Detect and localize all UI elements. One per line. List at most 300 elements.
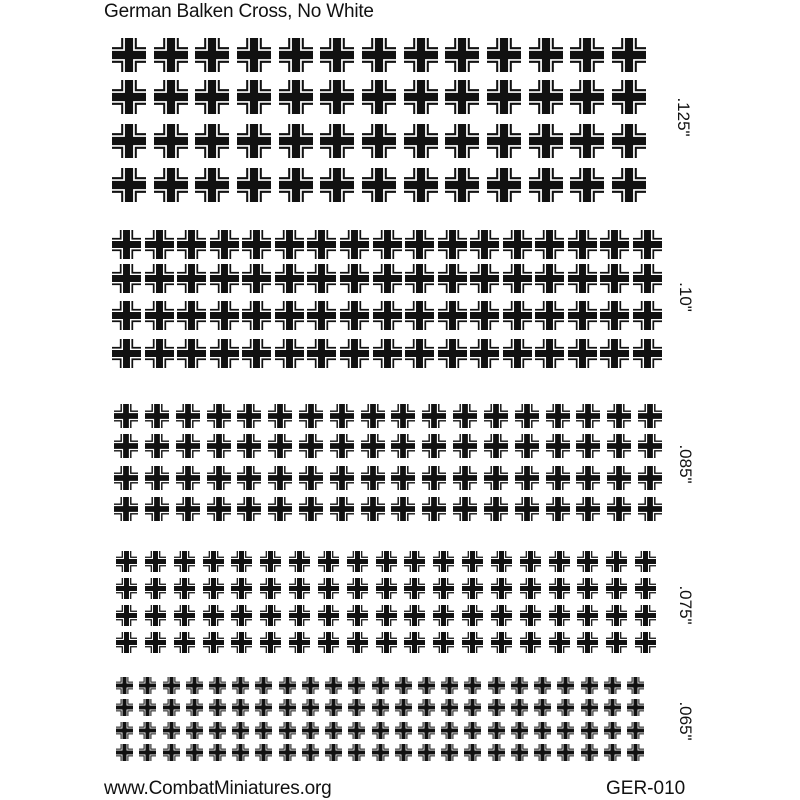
balken-cross-icon (484, 466, 508, 490)
balken-cross-icon (464, 722, 481, 739)
balken-cross-icon (607, 434, 631, 458)
balken-cross-icon (373, 301, 402, 330)
balken-cross-icon (404, 605, 425, 626)
balken-cross-icon (299, 404, 323, 428)
balken-cross-icon (268, 404, 292, 428)
balken-cross-icon (391, 466, 415, 490)
balken-cross-icon (422, 497, 446, 521)
balken-cross-icon (633, 264, 662, 293)
balken-cross-icon (470, 230, 499, 259)
balken-cross-icon (302, 744, 319, 761)
balken-cross-icon (145, 301, 174, 330)
balken-cross-icon (163, 677, 180, 694)
balken-cross-icon (260, 551, 281, 572)
balken-cross-icon (372, 744, 389, 761)
balken-cross-icon (462, 551, 483, 572)
balken-cross-icon (438, 230, 467, 259)
balken-cross-icon (488, 722, 505, 739)
balken-cross-icon (307, 230, 336, 259)
balken-cross-icon (535, 339, 564, 368)
balken-cross-icon (154, 124, 188, 158)
balken-cross-icon (195, 38, 229, 72)
balken-cross-icon (207, 466, 231, 490)
balken-cross-icon (112, 301, 141, 330)
balken-cross-icon (139, 744, 156, 761)
balken-cross-icon (237, 80, 271, 114)
balken-cross-icon (418, 699, 435, 716)
balken-cross-icon (237, 434, 261, 458)
balken-cross-icon (279, 677, 296, 694)
size-label-10: .10" (676, 282, 695, 312)
balken-cross-icon (418, 744, 435, 761)
size-label-065: .065" (676, 701, 695, 741)
balken-cross-icon (433, 632, 454, 653)
balken-cross-icon (279, 38, 313, 72)
balken-cross-icon (209, 722, 226, 739)
balken-cross-icon (116, 677, 133, 694)
balken-cross-icon (604, 744, 621, 761)
balken-cross-icon (207, 497, 231, 521)
balken-cross-icon (395, 699, 412, 716)
balken-cross-icon (453, 497, 477, 521)
balken-cross-icon (231, 632, 252, 653)
balken-cross-icon (362, 168, 396, 202)
balken-cross-icon (318, 551, 339, 572)
balken-cross-icon (491, 605, 512, 626)
balken-cross-icon (116, 578, 137, 599)
balken-cross-icon (391, 497, 415, 521)
balken-cross-icon (209, 699, 226, 716)
balken-cross-icon (325, 722, 342, 739)
balken-cross-icon (237, 404, 261, 428)
balken-cross-icon (638, 434, 662, 458)
balken-cross-icon (484, 434, 508, 458)
balken-cross-icon (607, 497, 631, 521)
balken-cross-icon (487, 80, 521, 114)
balken-cross-icon (176, 497, 200, 521)
balken-cross-icon (534, 744, 551, 761)
balken-cross-icon (404, 80, 438, 114)
balken-cross-icon (112, 124, 146, 158)
balken-cross-icon (330, 466, 354, 490)
balken-cross-icon (462, 578, 483, 599)
balken-cross-icon (438, 301, 467, 330)
balken-cross-icon (112, 230, 141, 259)
balken-cross-icon (231, 578, 252, 599)
balken-cross-icon (464, 699, 481, 716)
balken-cross-icon (581, 722, 598, 739)
balken-cross-icon (289, 605, 310, 626)
balken-cross-icon (464, 744, 481, 761)
balken-cross-icon (299, 434, 323, 458)
balken-cross-icon (568, 339, 597, 368)
balken-cross-icon (347, 632, 368, 653)
balken-cross-icon (112, 80, 146, 114)
balken-cross-icon (404, 551, 425, 572)
balken-cross-icon (404, 124, 438, 158)
balken-cross-icon (503, 230, 532, 259)
balken-cross-icon (163, 699, 180, 716)
size-label-075: .075" (676, 585, 695, 625)
balken-cross-icon (570, 168, 604, 202)
balken-cross-icon (114, 497, 138, 521)
balken-cross-icon (340, 230, 369, 259)
balken-cross-icon (177, 264, 206, 293)
balken-cross-icon (268, 466, 292, 490)
balken-cross-icon (581, 744, 598, 761)
balken-cross-icon (607, 404, 631, 428)
balken-cross-icon (203, 632, 224, 653)
balken-cross-icon (433, 605, 454, 626)
balken-cross-icon (557, 699, 574, 716)
balken-cross-icon (600, 230, 629, 259)
balken-cross-icon (405, 339, 434, 368)
balken-cross-icon (242, 230, 271, 259)
balken-cross-icon (116, 699, 133, 716)
balken-cross-icon (177, 230, 206, 259)
balken-cross-icon (154, 80, 188, 114)
balken-cross-icon (557, 677, 574, 694)
balken-cross-icon (275, 230, 304, 259)
size-label-125: .125" (674, 97, 693, 137)
balken-cross-icon (203, 578, 224, 599)
size-label-085: .085" (676, 444, 695, 484)
balken-cross-icon (330, 404, 354, 428)
balken-cross-icon (174, 632, 195, 653)
balken-cross-icon (302, 722, 319, 739)
balken-cross-icon (372, 677, 389, 694)
balken-cross-icon (145, 434, 169, 458)
balken-cross-icon (635, 578, 656, 599)
balken-cross-icon (577, 605, 598, 626)
sheet-title: German Balken Cross, No White (104, 1, 374, 22)
balken-cross-icon (163, 722, 180, 739)
balken-cross-icon (279, 744, 296, 761)
balken-cross-icon (260, 632, 281, 653)
balken-cross-icon (462, 632, 483, 653)
balken-cross-icon (546, 466, 570, 490)
balken-cross-icon (570, 124, 604, 158)
balken-cross-icon (372, 722, 389, 739)
balken-cross-icon (114, 434, 138, 458)
balken-cross-icon (210, 339, 239, 368)
balken-cross-icon (348, 677, 365, 694)
balken-cross-icon (576, 497, 600, 521)
balken-cross-icon (568, 230, 597, 259)
balken-cross-icon (529, 168, 563, 202)
balken-cross-icon (441, 699, 458, 716)
balken-cross-icon (347, 578, 368, 599)
balken-cross-icon (520, 605, 541, 626)
balken-cross-icon (279, 124, 313, 158)
balken-cross-icon (209, 744, 226, 761)
balken-cross-icon (488, 744, 505, 761)
balken-cross-icon (186, 699, 203, 716)
balken-cross-icon (633, 230, 662, 259)
balken-cross-icon (210, 230, 239, 259)
balken-cross-icon (116, 722, 133, 739)
balken-cross-icon (176, 404, 200, 428)
balken-cross-icon (279, 80, 313, 114)
balken-cross-icon (242, 339, 271, 368)
balken-cross-icon (347, 605, 368, 626)
balken-cross-icon (330, 497, 354, 521)
balken-cross-icon (627, 744, 644, 761)
balken-cross-icon (515, 497, 539, 521)
balken-cross-icon (145, 632, 166, 653)
balken-cross-icon (186, 722, 203, 739)
balken-cross-icon (177, 339, 206, 368)
balken-cross-icon (638, 466, 662, 490)
balken-cross-icon (260, 578, 281, 599)
balken-cross-icon (210, 264, 239, 293)
balken-cross-icon (112, 264, 141, 293)
balken-cross-icon (145, 551, 166, 572)
balken-cross-icon (174, 578, 195, 599)
balken-cross-icon (418, 677, 435, 694)
balken-cross-icon (348, 699, 365, 716)
balken-cross-icon (534, 699, 551, 716)
balken-cross-icon (186, 677, 203, 694)
balken-cross-icon (638, 497, 662, 521)
balken-cross-icon (633, 339, 662, 368)
balken-cross-icon (376, 632, 397, 653)
balken-cross-icon (635, 605, 656, 626)
balken-cross-icon (570, 38, 604, 72)
balken-cross-icon (470, 264, 499, 293)
balken-cross-icon (606, 632, 627, 653)
balken-cross-icon (635, 551, 656, 572)
balken-cross-icon (445, 168, 479, 202)
balken-cross-icon (340, 339, 369, 368)
balken-cross-icon (607, 466, 631, 490)
balken-cross-icon (511, 722, 528, 739)
balken-cross-icon (195, 168, 229, 202)
balken-cross-icon (568, 301, 597, 330)
balken-cross-icon (279, 168, 313, 202)
balken-cross-icon (373, 230, 402, 259)
balken-cross-icon (422, 434, 446, 458)
balken-cross-icon (577, 578, 598, 599)
balken-cross-icon (395, 677, 412, 694)
balken-cross-icon (453, 466, 477, 490)
balken-cross-icon (484, 404, 508, 428)
balken-cross-icon (405, 230, 434, 259)
balken-cross-icon (255, 677, 272, 694)
balken-cross-icon (606, 551, 627, 572)
balken-cross-icon (289, 632, 310, 653)
balken-cross-icon (232, 744, 249, 761)
balken-cross-icon (348, 722, 365, 739)
balken-cross-icon (503, 339, 532, 368)
balken-cross-icon (546, 404, 570, 428)
balken-cross-icon (176, 466, 200, 490)
balken-cross-icon (577, 632, 598, 653)
balken-cross-icon (195, 124, 229, 158)
balken-cross-icon (612, 168, 646, 202)
balken-cross-icon (320, 80, 354, 114)
balken-cross-icon (491, 551, 512, 572)
balken-cross-icon (604, 699, 621, 716)
balken-cross-icon (557, 722, 574, 739)
balken-cross-icon (145, 404, 169, 428)
balken-cross-icon (139, 699, 156, 716)
balken-cross-icon (470, 301, 499, 330)
balken-cross-icon (433, 578, 454, 599)
balken-cross-icon (145, 230, 174, 259)
balken-cross-icon (373, 264, 402, 293)
balken-cross-icon (484, 497, 508, 521)
balken-cross-icon (570, 80, 604, 114)
balken-cross-icon (289, 578, 310, 599)
balken-cross-icon (391, 434, 415, 458)
balken-cross-icon (145, 466, 169, 490)
balken-cross-icon (231, 605, 252, 626)
balken-cross-icon (546, 497, 570, 521)
balken-cross-icon (487, 124, 521, 158)
balken-cross-icon (307, 264, 336, 293)
balken-cross-icon (112, 339, 141, 368)
balken-cross-icon (491, 632, 512, 653)
balken-cross-icon (237, 466, 261, 490)
balken-cross-icon (318, 605, 339, 626)
balken-cross-icon (302, 677, 319, 694)
balken-cross-icon (549, 551, 570, 572)
balken-cross-icon (557, 744, 574, 761)
balken-cross-icon (372, 699, 389, 716)
balken-cross-icon (139, 722, 156, 739)
balken-cross-icon (635, 632, 656, 653)
balken-cross-icon (232, 722, 249, 739)
balken-cross-icon (441, 677, 458, 694)
balken-cross-icon (145, 605, 166, 626)
balken-cross-icon (373, 339, 402, 368)
balken-cross-icon (116, 632, 137, 653)
balken-cross-icon (325, 699, 342, 716)
balken-cross-icon (255, 722, 272, 739)
balken-cross-icon (576, 434, 600, 458)
balken-cross-icon (515, 466, 539, 490)
balken-cross-icon (487, 168, 521, 202)
balken-cross-icon (318, 632, 339, 653)
balken-cross-icon (203, 551, 224, 572)
balken-cross-icon (154, 38, 188, 72)
balken-cross-icon (112, 38, 146, 72)
balken-cross-icon (320, 124, 354, 158)
balken-cross-icon (606, 605, 627, 626)
balken-cross-icon (255, 699, 272, 716)
balken-cross-icon (145, 497, 169, 521)
balken-cross-icon (445, 38, 479, 72)
balken-cross-icon (279, 722, 296, 739)
balken-cross-icon (347, 551, 368, 572)
balken-cross-icon (391, 404, 415, 428)
balken-cross-icon (203, 605, 224, 626)
balken-cross-icon (207, 404, 231, 428)
balken-cross-icon (534, 722, 551, 739)
product-code: GER-010 (606, 778, 686, 799)
balken-cross-icon (112, 168, 146, 202)
balken-cross-icon (529, 38, 563, 72)
balken-cross-icon (207, 434, 231, 458)
balken-cross-icon (515, 434, 539, 458)
balken-cross-icon (503, 301, 532, 330)
balken-cross-icon (210, 301, 239, 330)
balken-cross-icon (445, 80, 479, 114)
balken-cross-icon (529, 124, 563, 158)
balken-cross-icon (433, 551, 454, 572)
balken-cross-icon (231, 551, 252, 572)
balken-cross-icon (177, 301, 206, 330)
balken-cross-icon (145, 264, 174, 293)
balken-cross-icon (422, 404, 446, 428)
balken-cross-icon (268, 434, 292, 458)
balken-cross-icon (438, 339, 467, 368)
balken-cross-icon (511, 744, 528, 761)
balken-cross-icon (462, 605, 483, 626)
balken-cross-icon (163, 744, 180, 761)
balken-cross-icon (491, 578, 512, 599)
balken-cross-icon (116, 551, 137, 572)
balken-cross-icon (404, 38, 438, 72)
balken-cross-icon (232, 677, 249, 694)
balken-cross-icon (535, 301, 564, 330)
balken-cross-icon (376, 605, 397, 626)
balken-cross-icon (600, 339, 629, 368)
balken-cross-icon (307, 339, 336, 368)
balken-cross-icon (612, 38, 646, 72)
balken-cross-icon (604, 722, 621, 739)
balken-cross-icon (139, 677, 156, 694)
balken-cross-icon (581, 677, 598, 694)
balken-cross-icon (330, 434, 354, 458)
balken-cross-icon (453, 434, 477, 458)
balken-cross-icon (302, 699, 319, 716)
balken-cross-icon (534, 677, 551, 694)
balken-cross-icon (361, 404, 385, 428)
balken-cross-icon (612, 80, 646, 114)
balken-cross-icon (600, 301, 629, 330)
balken-cross-icon (549, 578, 570, 599)
balken-cross-icon (453, 404, 477, 428)
balken-cross-icon (237, 38, 271, 72)
balken-cross-icon (114, 404, 138, 428)
balken-cross-icon (488, 677, 505, 694)
balken-cross-icon (145, 339, 174, 368)
balken-cross-icon (361, 497, 385, 521)
balken-cross-icon (237, 124, 271, 158)
balken-cross-icon (260, 605, 281, 626)
balken-cross-icon (307, 301, 336, 330)
balken-cross-icon (529, 80, 563, 114)
balken-cross-icon (154, 168, 188, 202)
balken-cross-icon (515, 404, 539, 428)
balken-cross-icon (488, 699, 505, 716)
balken-cross-icon (145, 578, 166, 599)
balken-cross-icon (361, 434, 385, 458)
balken-cross-icon (520, 578, 541, 599)
balken-cross-icon (362, 80, 396, 114)
balken-cross-icon (209, 677, 226, 694)
balken-cross-icon (195, 80, 229, 114)
balken-cross-icon (600, 264, 629, 293)
balken-cross-icon (237, 497, 261, 521)
balken-cross-icon (520, 632, 541, 653)
balken-cross-icon (405, 264, 434, 293)
balken-cross-icon (404, 578, 425, 599)
balken-cross-icon (279, 699, 296, 716)
balken-cross-icon (638, 404, 662, 428)
